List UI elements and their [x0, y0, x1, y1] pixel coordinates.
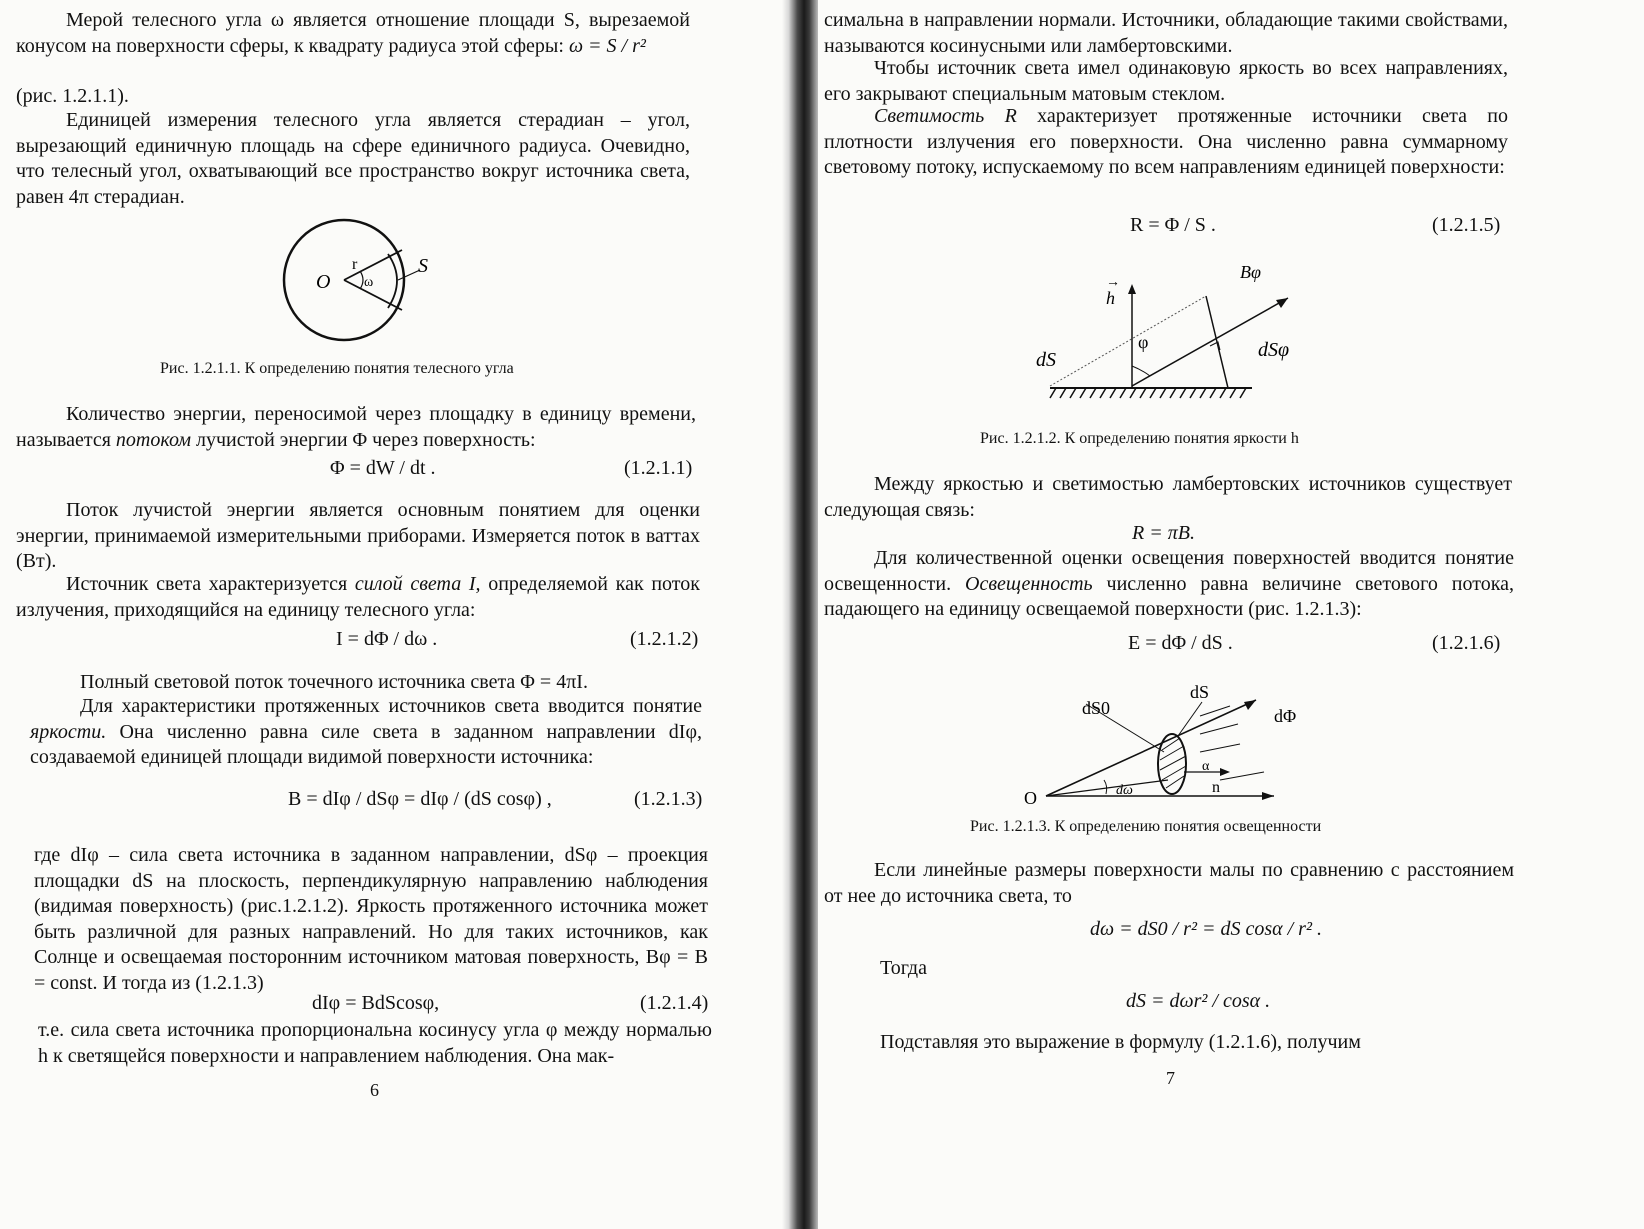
figure-caption-2: Рис. 1.2.1.2. К определению понятия яркости h: [980, 430, 1299, 447]
paragraph-then: Тогда: [880, 957, 927, 979]
label-n: n: [1212, 779, 1220, 796]
phi-arc: [1132, 366, 1150, 376]
equation-5-number: (1.2.1.5): [1432, 214, 1501, 236]
equation-7: dω = dS0 / r² = dS cosα / r² .: [1090, 918, 1322, 940]
angle-arc: [360, 271, 363, 289]
normal-arrowhead: [1220, 768, 1230, 776]
paragraph-projection: где dIφ – сила света источника в заданном направлении, dSφ – проекция площадки dS на плоскость, перпендикулярную направлению наблюдения (видимая поверхность) (рис.1.2.1.2). Яркость протяженного источника может быть различной для разных направлений. Но для таких источников, как Солнце и освещаемая посторонним источником матовая поверхность, Bφ = B = const. И тогда из (1.2.1.3): [34, 844, 708, 994]
paragraph-cosine: т.е. сила света источника пропорциональна косинусу угла φ между нормалью h к светящейся поверхности и направлением наблюдения. Она мак-: [38, 1019, 712, 1067]
paragraph-small-surface: Если линейные размеры поверхности малы по сравнению с расстоянием от нее до источника света, то: [824, 859, 1514, 907]
paragraph-brightness: [30, 694, 702, 771]
equation-5: R = Φ / S .: [1130, 214, 1216, 236]
text: лучистой энергии Φ через поверхность:: [190, 428, 536, 451]
paragraph-total-flux: Полный световой поток точечного источника света Φ = 4πI.: [80, 671, 588, 693]
label-ds-phi: dSφ: [1258, 339, 1290, 361]
text: Источник света характеризуется: [66, 573, 355, 595]
cone-arrowhead: [1244, 700, 1256, 710]
equation-6-number: (1.2.1.6): [1432, 632, 1501, 654]
figure-illuminance: [1024, 676, 1324, 812]
axis-arrowhead: [1262, 792, 1274, 800]
text: характеризует протяженные источники света по плотности излучения его поверхности. Она численно равна суммарному световому потоку, испускаемому по всем направлениям единицей поверхности:: [824, 105, 1508, 178]
equation-6: E = dΦ / dS .: [1128, 632, 1233, 654]
figure-caption-3: Рис. 1.2.1.3. К определению понятия освещенности: [970, 818, 1322, 835]
left-page: [0, 0, 790, 1229]
label-d-omega: dω: [1116, 783, 1133, 798]
equation-1: Φ = dW / dt .: [330, 457, 436, 479]
dotted-line: [1050, 296, 1206, 386]
equation-r-pi-b: R = πB.: [1132, 522, 1195, 544]
equation-4: dIφ = BdScosφ,: [312, 992, 440, 1014]
paragraph-relation: Между яркостью и светимостью ламбертовских источников существует следующая связь:: [824, 473, 1512, 521]
equation-3-number: (1.2.1.3): [634, 788, 703, 810]
paragraph-steradian: Единицей измерения телесного угла является стерадиан – угол, вырезающий единичную площадь на сфере единичного радиуса. Очевидно, что телесный угол, охватывающий все пространство вокруг источника света, равен 4π стерадиан.: [16, 109, 690, 208]
page-number-right: 7: [1166, 1068, 1175, 1088]
leader-s: [398, 270, 420, 280]
term-brightness: яркости.: [30, 720, 107, 743]
paragraph-lambert: симальна в направлении нормали. Источники, обладающие такими свойствами, называются косинусными или ламбертовскими.: [824, 9, 1508, 57]
flux-arrow-2: [1200, 724, 1238, 734]
flux-arrow-3: [1200, 744, 1240, 752]
term-illuminance: Освещенность: [965, 572, 1093, 595]
label-o: O: [1024, 788, 1037, 808]
cone-upper-line: [1046, 700, 1256, 796]
equation-1-number: (1.2.1.1): [624, 457, 693, 479]
paragraph-flux-units: Поток лучистой энергии является основным понятием для оценки энергии, принимаемой измерительными приборами. Измеряется поток в ваттах (Вт).: [16, 499, 700, 572]
label-b-phi: Bφ: [1240, 262, 1261, 282]
label-s: S: [418, 255, 428, 277]
label-ds0: dS0: [1082, 698, 1111, 718]
text: Для характеристики протяженных источников света вводится понятие: [80, 695, 702, 717]
label-alpha: α: [1202, 759, 1210, 774]
text: Количество энергии, переносимой через площадку в единицу времени, называется: [16, 403, 696, 451]
page-number-left: 6: [370, 1080, 379, 1100]
equation-4-number: (1.2.1.4): [640, 992, 709, 1014]
label-omega: ω: [364, 275, 374, 290]
figure-solid-angle: [270, 218, 450, 348]
figure-brightness: [1036, 256, 1326, 406]
equation-2: I = dΦ / dω .: [336, 628, 438, 650]
term-intensity: силой света I,: [354, 573, 481, 595]
paragraph-luminous-intensity: [16, 572, 700, 623]
omega-arc: [1104, 780, 1107, 794]
normal-arrowhead: [1128, 284, 1136, 294]
text: определяемой как поток излучения, приходящийся на единицу телесного угла:: [16, 573, 700, 621]
equation-2-number: (1.2.1.2): [630, 628, 699, 650]
figure-caption-1: Рис. 1.2.1.1. К определению понятия телесного угла: [160, 360, 514, 377]
paragraph-substitute: Подставляя это выражение в формулу (1.2.1.6), получим: [880, 1031, 1361, 1053]
formula-omega: ω = S / r²: [568, 34, 646, 57]
text: Для количественной оценки освещения поверхностей вводится понятие освещенности.: [824, 547, 1514, 595]
text: Мерой телесного угла ω является отношение площади S, вырезаемой конусом на поверхности сферы, к квадрату радиуса этой сферы:: [16, 9, 690, 57]
label-h-arrow: →: [1106, 275, 1120, 290]
equation-3: B = dIφ / dSφ = dIφ / (dS cosφ) ,: [288, 788, 552, 810]
term-flux: потоком: [115, 428, 191, 451]
area-arc: [388, 254, 397, 308]
label-phi: φ: [1138, 332, 1149, 352]
right-page: [818, 0, 1644, 1229]
paragraph-fig-ref: (рис. 1.2.1.1).: [16, 85, 129, 107]
text: Она численно равна силе света в заданном направлении dIφ, создаваемой единицей площади видимой поверхности источника:: [30, 720, 702, 768]
label-d-phi: dΦ: [1274, 706, 1297, 726]
paragraph-solid-angle-definition: [16, 8, 690, 59]
paragraph-matte-glass: Чтобы источник света имел одинаковую яркость во всех направлениях, его закрывают специальным матовым стеклом.: [824, 57, 1508, 105]
label-ds: dS: [1036, 349, 1056, 371]
paragraph-flux: [16, 402, 696, 453]
paragraph-luminosity: [824, 104, 1508, 181]
label-ds: dS: [1190, 682, 1210, 702]
text: численно равна величине светового потока, падающего на единицу освещаемой поверхности (рис. 1.2.1.3):: [824, 572, 1514, 620]
label-h: h: [1106, 288, 1115, 308]
paragraph-illuminance: [824, 546, 1514, 623]
term-luminosity: Светимость R: [874, 105, 1017, 127]
label-r: r: [352, 256, 358, 273]
equation-8: dS = dωr² / cosα .: [1126, 990, 1271, 1012]
surface-hatch: [1050, 388, 1246, 398]
label-o: O: [316, 271, 331, 293]
